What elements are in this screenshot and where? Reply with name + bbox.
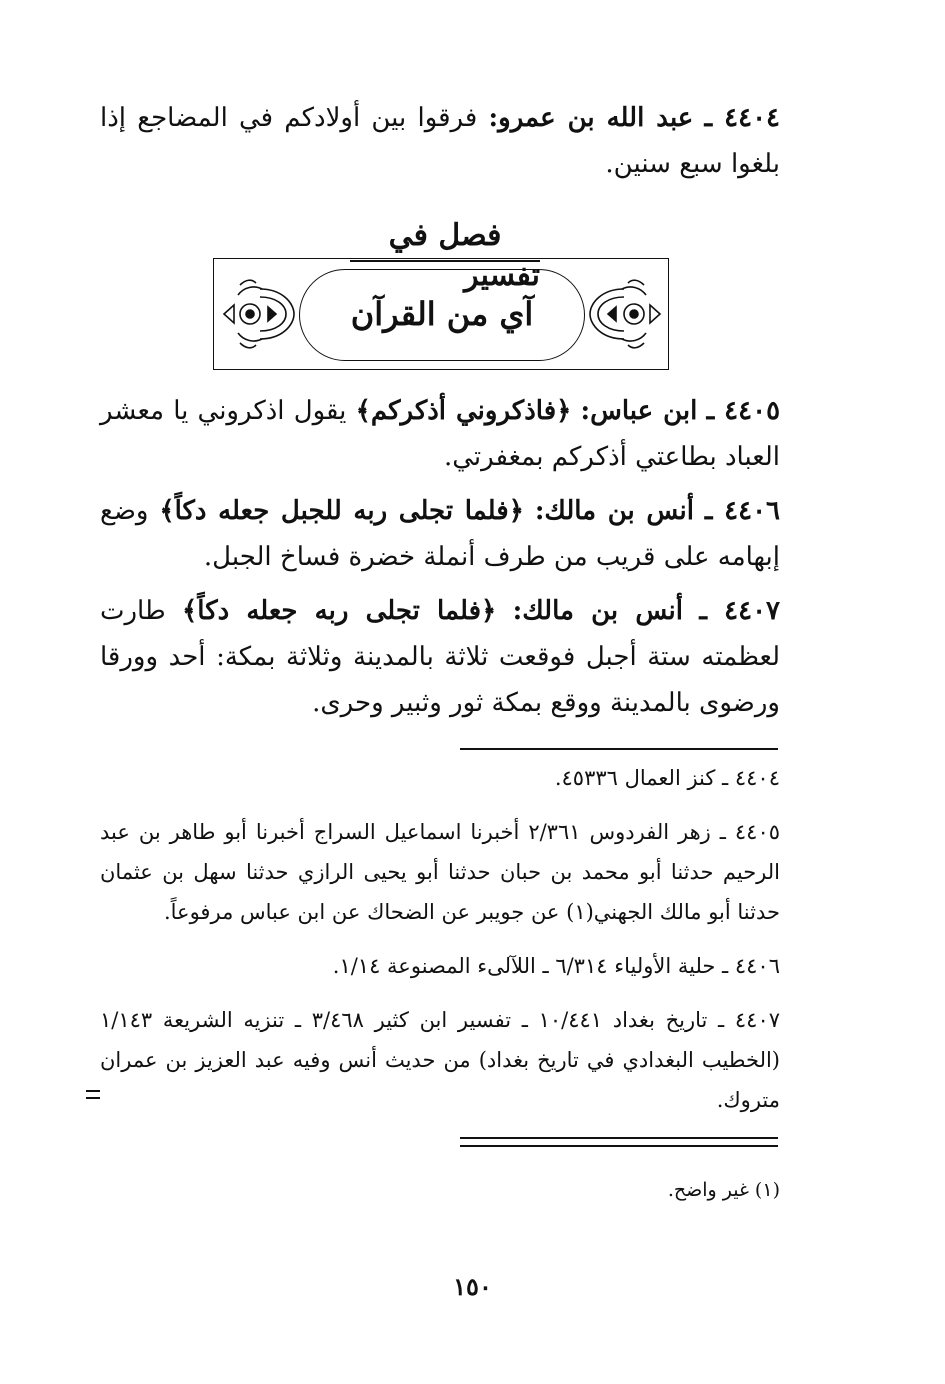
entry-text: طارت لعظمته ستة أجبل فوقعت ثلاثة بالمدينة وثلاثة بمكة: أحد وورقا ورضوى بالمدينة ووقع بمكة ثور وثبير وحرى. (100, 596, 780, 718)
entry-quote: ﴿فاذكروني أذكركم﴾ (355, 396, 572, 426)
footnote-text: (١) غير واضح. (667, 1179, 780, 1201)
note-text: ٤٤٠٦ ـ حلية الأولياء ٦/٣١٤ ـ اللآلىء المصنوعة ١/١٤. (332, 954, 780, 978)
entry-text: فرقوا بين أولادكم في المضاجع إذا بلغوا سبع سنين. (100, 103, 780, 179)
heading-title: فصل في تفسير (350, 216, 540, 262)
notes-separator (460, 748, 778, 750)
margin-mark (86, 1090, 100, 1104)
note-text: ٤٤٠٧ ـ تاريخ بغداد ١٠/٤٤١ ـ تفسير ابن كثير ٣/٤٦٨ ـ تنزيه الشريعة ١/١٤٣ (الخطيب البغدادي في تاريخ بغداد) من حديث أنس وفيه عبد العزيز بن عمران متروك. (100, 1008, 781, 1112)
entry-number: ٤٤٠٧ ـ (699, 596, 780, 626)
right-ornament-icon (584, 267, 664, 361)
entry-head: ابن عباس: (580, 396, 698, 426)
section-heading (213, 210, 671, 372)
entry-head: عبد الله بن عمرو: (488, 103, 694, 133)
note-4407 (100, 1000, 780, 1120)
entry-number: ٤٤٠٤ ـ (704, 103, 781, 133)
entry-number: ٤٤٠٥ ـ (706, 396, 781, 426)
entry-head: أنس بن مالك: (512, 596, 683, 626)
heading-subtitle: آي من القرآن (299, 269, 585, 361)
heading-frame (213, 258, 669, 370)
note-text: ٤٤٠٥ ـ زهر الفردوس ٢/٣٦١ أخبرنا اسماعيل السراج أخبرنا أبو طاهر بن عبد الرحيم حدثنا أبو محمد بن حبان حدثنا أبو يحيى الرازي حدثنا سهل بن عثمان حدثنا أبو مالك الجهني(١) عن جويبر عن الضحاك عن ابن عباس مرفوعاً. (100, 820, 781, 924)
entry-text: وضع إبهامه على قريب من طرف أنملة خضرة فساخ الجبل. (100, 496, 780, 572)
entry-quote: ﴿فلما تجلى ربه للجبل جعله دكاً﴾ (159, 496, 524, 526)
entry-4406 (100, 488, 780, 580)
note-4406 (100, 946, 780, 986)
note-text: ٤٤٠٤ ـ كنز العمال ٤٥٣٣٦. (554, 766, 780, 790)
entry-4405 (100, 388, 780, 480)
page-number: ١٥٠ (453, 1272, 492, 1301)
entry-number: ٤٤٠٦ ـ (704, 496, 781, 526)
entry-quote: ﴿فلما تجلى ربه جعله دكاً﴾ (182, 596, 497, 626)
footnote (100, 1170, 780, 1210)
left-ornament-icon (220, 267, 300, 361)
entry-4407 (100, 588, 780, 726)
entry-text: يقول اذكروني يا معشر العباد بطاعتي أذكركم بمغفرتي. (100, 396, 780, 472)
note-4405 (100, 812, 780, 932)
entry-head: أنس بن مالك: (534, 496, 695, 526)
footnote-separator-top (460, 1137, 778, 1139)
note-4404 (100, 758, 780, 798)
entry-4404 (100, 95, 780, 187)
footnote-separator-bottom (460, 1145, 778, 1147)
